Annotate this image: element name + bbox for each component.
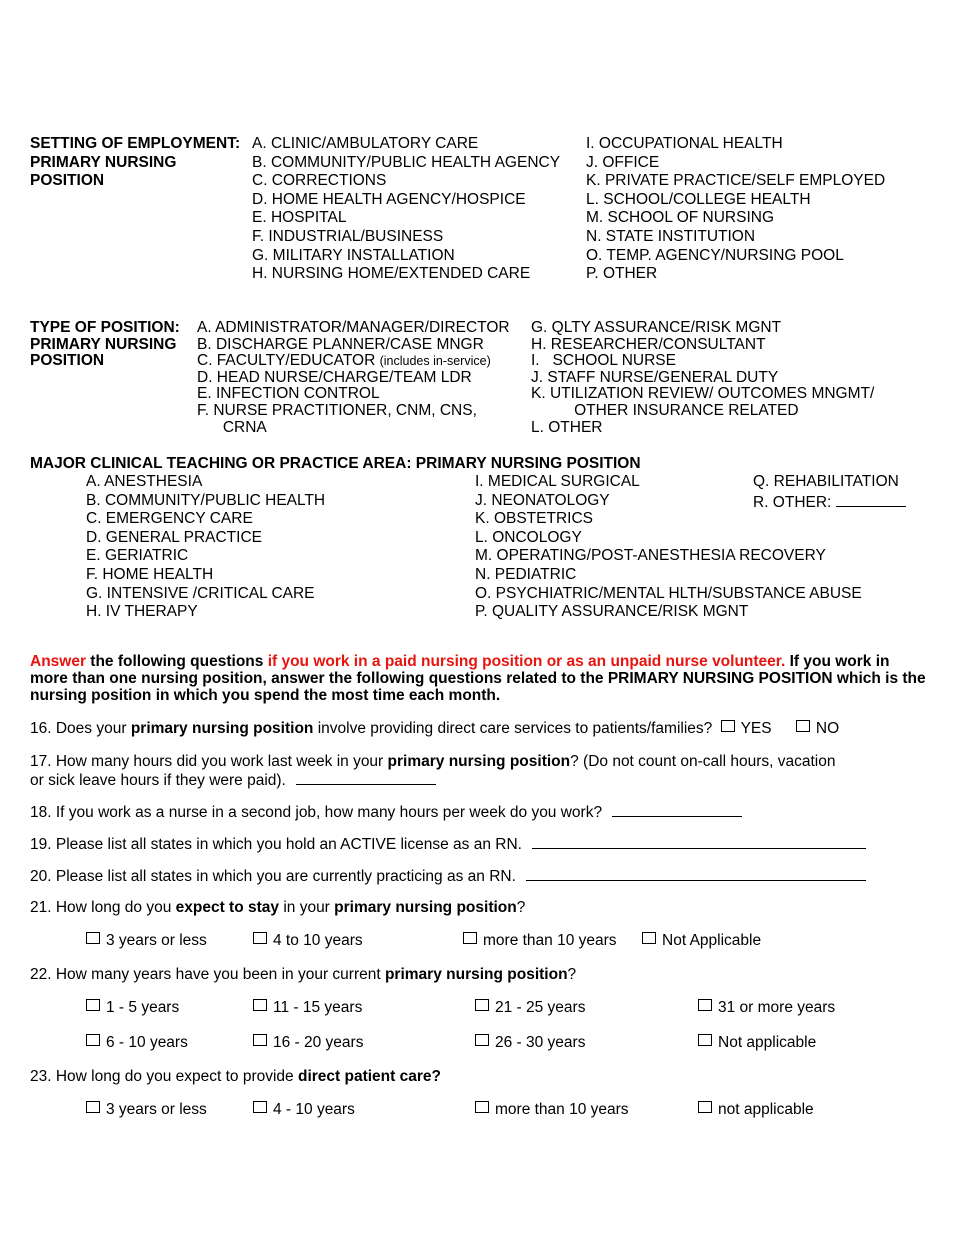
checkbox[interactable]: [253, 999, 267, 1011]
option: E. GERIATRIC: [86, 547, 189, 565]
question-20: 20. Please list all states in which you are currently practicing as an RN.: [30, 866, 866, 885]
other-blank[interactable]: [836, 492, 906, 507]
option: C. EMERGENCY CARE: [86, 510, 253, 528]
option: K. UTILIZATION REVIEW/ OUTCOMES MNGMT/: [531, 385, 875, 403]
option: B. DISCHARGE PLANNER/CASE MNGR: [197, 335, 484, 353]
option: O. TEMP. AGENCY/NURSING POOL: [586, 246, 844, 264]
option: A. CLINIC/AMBULATORY CARE: [252, 135, 479, 152]
option: G. INTENSIVE /CRITICAL CARE: [86, 584, 315, 602]
option: P. OTHER: [586, 265, 658, 283]
question-21: 21. How long do you expect to stay in your primary nursing position?: [30, 899, 526, 916]
option: A. ANESTHESIA: [86, 473, 203, 490]
option: G. QLTY ASSURANCE/RISK MGNT: [531, 319, 782, 336]
checkbox[interactable]: [698, 999, 712, 1011]
question-22: 22. How many years have you been in your current primary nursing position?: [30, 966, 577, 983]
q22-option[interactable]: 11 - 15 years: [253, 999, 362, 1017]
option: M. SCHOOL OF NURSING: [586, 209, 775, 227]
option: H. NURSING HOME/EXTENDED CARE: [252, 265, 531, 283]
checkbox[interactable]: [253, 1101, 267, 1113]
position-label: TYPE OF POSITION: PRIMARY NURSING POSITION: [30, 319, 180, 370]
option: F. HOME HEALTH: [86, 565, 214, 583]
position-options-col1: [197, 320, 510, 436]
checkbox[interactable]: [86, 999, 100, 1011]
q22-option[interactable]: 26 - 30 years: [475, 1034, 585, 1052]
checkbox[interactable]: [698, 1101, 712, 1113]
practicing-states-field[interactable]: [526, 866, 866, 881]
option: L. OTHER: [531, 418, 603, 436]
checkbox[interactable]: [86, 932, 100, 944]
option: G. MILITARY INSTALLATION: [252, 246, 455, 264]
option: K. OBSTETRICS: [475, 510, 593, 528]
q22-option[interactable]: 21 - 25 years: [475, 999, 585, 1017]
option: Q. REHABILITATION: [753, 473, 899, 490]
employment-options-col1: [252, 135, 560, 284]
q22-option[interactable]: 16 - 20 years: [253, 1034, 363, 1052]
option: I. MEDICAL SURGICAL: [475, 473, 640, 490]
clinical-options-col3: [753, 473, 906, 510]
instructions-paragraph: Answer the following questions if you work in a paid nursing position or as an unpaid nurse volunteer. If you work in more than one nursing position, answer the following questions related to the PRIMARY NURSING POSITION which is the nursing position in which you spend the most time each month.: [30, 653, 926, 704]
q22-option[interactable]: 1 - 5 years: [86, 999, 179, 1017]
option: D. GENERAL PRACTICE: [86, 528, 262, 546]
question-23: 23. How long do you expect to provide direct patient care?: [30, 1068, 441, 1085]
option: J. OFFICE: [586, 153, 660, 171]
question-17-cont: or sick leave hours if they were paid).: [30, 770, 436, 789]
q22-option[interactable]: Not applicable: [698, 1034, 816, 1052]
question-17: 17. How many hours did you work last week in your primary nursing position? (Do not count on-call hours, vacation: [30, 753, 836, 770]
checkbox[interactable]: [475, 999, 489, 1011]
hours-last-week-field[interactable]: [296, 770, 436, 785]
q23-option[interactable]: 3 years or less: [86, 1101, 207, 1119]
option: J. STAFF NURSE/GENERAL DUTY: [531, 368, 779, 386]
option: F. NURSE PRACTITIONER, CNM, CNS,: [197, 401, 477, 419]
option: D. HOME HEALTH AGENCY/HOSPICE: [252, 190, 526, 208]
option: I. OCCUPATIONAL HEALTH: [586, 135, 783, 152]
option: L. SCHOOL/COLLEGE HEALTH: [586, 190, 811, 208]
option: L. ONCOLOGY: [475, 528, 582, 546]
option: E. INFECTION CONTROL: [197, 385, 380, 403]
checkbox[interactable]: [475, 1034, 489, 1046]
checkbox[interactable]: [721, 720, 735, 732]
option: D. HEAD NURSE/CHARGE/TEAM LDR: [197, 368, 472, 386]
option: C. FACULTY/EDUCATOR (includes in-service): [197, 352, 491, 370]
checkbox[interactable]: [463, 932, 477, 944]
option: OTHER INSURANCE RELATED: [531, 401, 799, 419]
checkbox[interactable]: [253, 1034, 267, 1046]
option: J. NEONATOLOGY: [475, 491, 610, 509]
checkbox[interactable]: [253, 932, 267, 944]
employment-options-col2: [586, 135, 885, 284]
option: N. STATE INSTITUTION: [586, 227, 756, 245]
q23-option[interactable]: more than 10 years: [475, 1101, 629, 1119]
q22-option[interactable]: 6 - 10 years: [86, 1034, 188, 1052]
employment-label: SETTING OF EMPLOYMENT: PRIMARY NURSING POSITION: [30, 135, 241, 190]
q23-option[interactable]: 4 - 10 years: [253, 1101, 355, 1119]
option: H. IV THERAPY: [86, 603, 198, 621]
active-license-states-field[interactable]: [532, 834, 866, 849]
clinical-options-col1: [86, 473, 325, 622]
option: N. PEDIATRIC: [475, 565, 577, 583]
option: R. OTHER:: [753, 492, 906, 511]
q23-option[interactable]: not applicable: [698, 1101, 814, 1119]
option: M. OPERATING/POST-ANESTHESIA RECOVERY: [475, 547, 826, 565]
position-options-col2: [531, 320, 874, 436]
question-18: 18. If you work as a nurse in a second job, how many hours per week do you work?: [30, 802, 742, 821]
q21-option[interactable]: 3 years or less: [86, 932, 207, 950]
option: K. PRIVATE PRACTICE/SELF EMPLOYED: [586, 172, 886, 190]
second-job-hours-field[interactable]: [612, 802, 742, 817]
option: B. COMMUNITY/PUBLIC HEALTH: [86, 491, 326, 509]
checkbox[interactable]: [642, 932, 656, 944]
question-19: 19. Please list all states in which you hold an ACTIVE license as an RN.: [30, 834, 866, 853]
q21-option[interactable]: more than 10 years: [463, 932, 617, 950]
option: I. SCHOOL NURSE: [531, 352, 676, 370]
q22-option[interactable]: 31 or more years: [698, 999, 835, 1017]
q21-option[interactable]: 4 to 10 years: [253, 932, 363, 950]
option: P. QUALITY ASSURANCE/RISK MGNT: [475, 603, 749, 621]
checkbox[interactable]: [698, 1034, 712, 1046]
option: O. PSYCHIATRIC/MENTAL HLTH/SUBSTANCE ABUSE: [475, 584, 862, 602]
option: F. INDUSTRIAL/BUSINESS: [252, 227, 444, 245]
checkbox[interactable]: [796, 720, 810, 732]
checkbox[interactable]: [86, 1101, 100, 1113]
option: E. HOSPITAL: [252, 209, 347, 227]
option: CRNA: [197, 418, 267, 436]
q21-option[interactable]: Not Applicable: [642, 932, 761, 950]
checkbox[interactable]: [86, 1034, 100, 1046]
question-16: 16. Does your primary nursing position involve providing direct care services to patients/families? YES NO: [30, 720, 840, 737]
option: B. COMMUNITY/PUBLIC HEALTH AGENCY: [252, 153, 561, 171]
clinical-title: MAJOR CLINICAL TEACHING OR PRACTICE AREA: PRIMARY NURSING POSITION: [30, 455, 641, 472]
option: A. ADMINISTRATOR/MANAGER/DIRECTOR: [197, 319, 510, 336]
option: C. CORRECTIONS: [252, 172, 387, 190]
checkbox[interactable]: [475, 1101, 489, 1113]
option: H. RESEARCHER/CONSULTANT: [531, 335, 766, 353]
